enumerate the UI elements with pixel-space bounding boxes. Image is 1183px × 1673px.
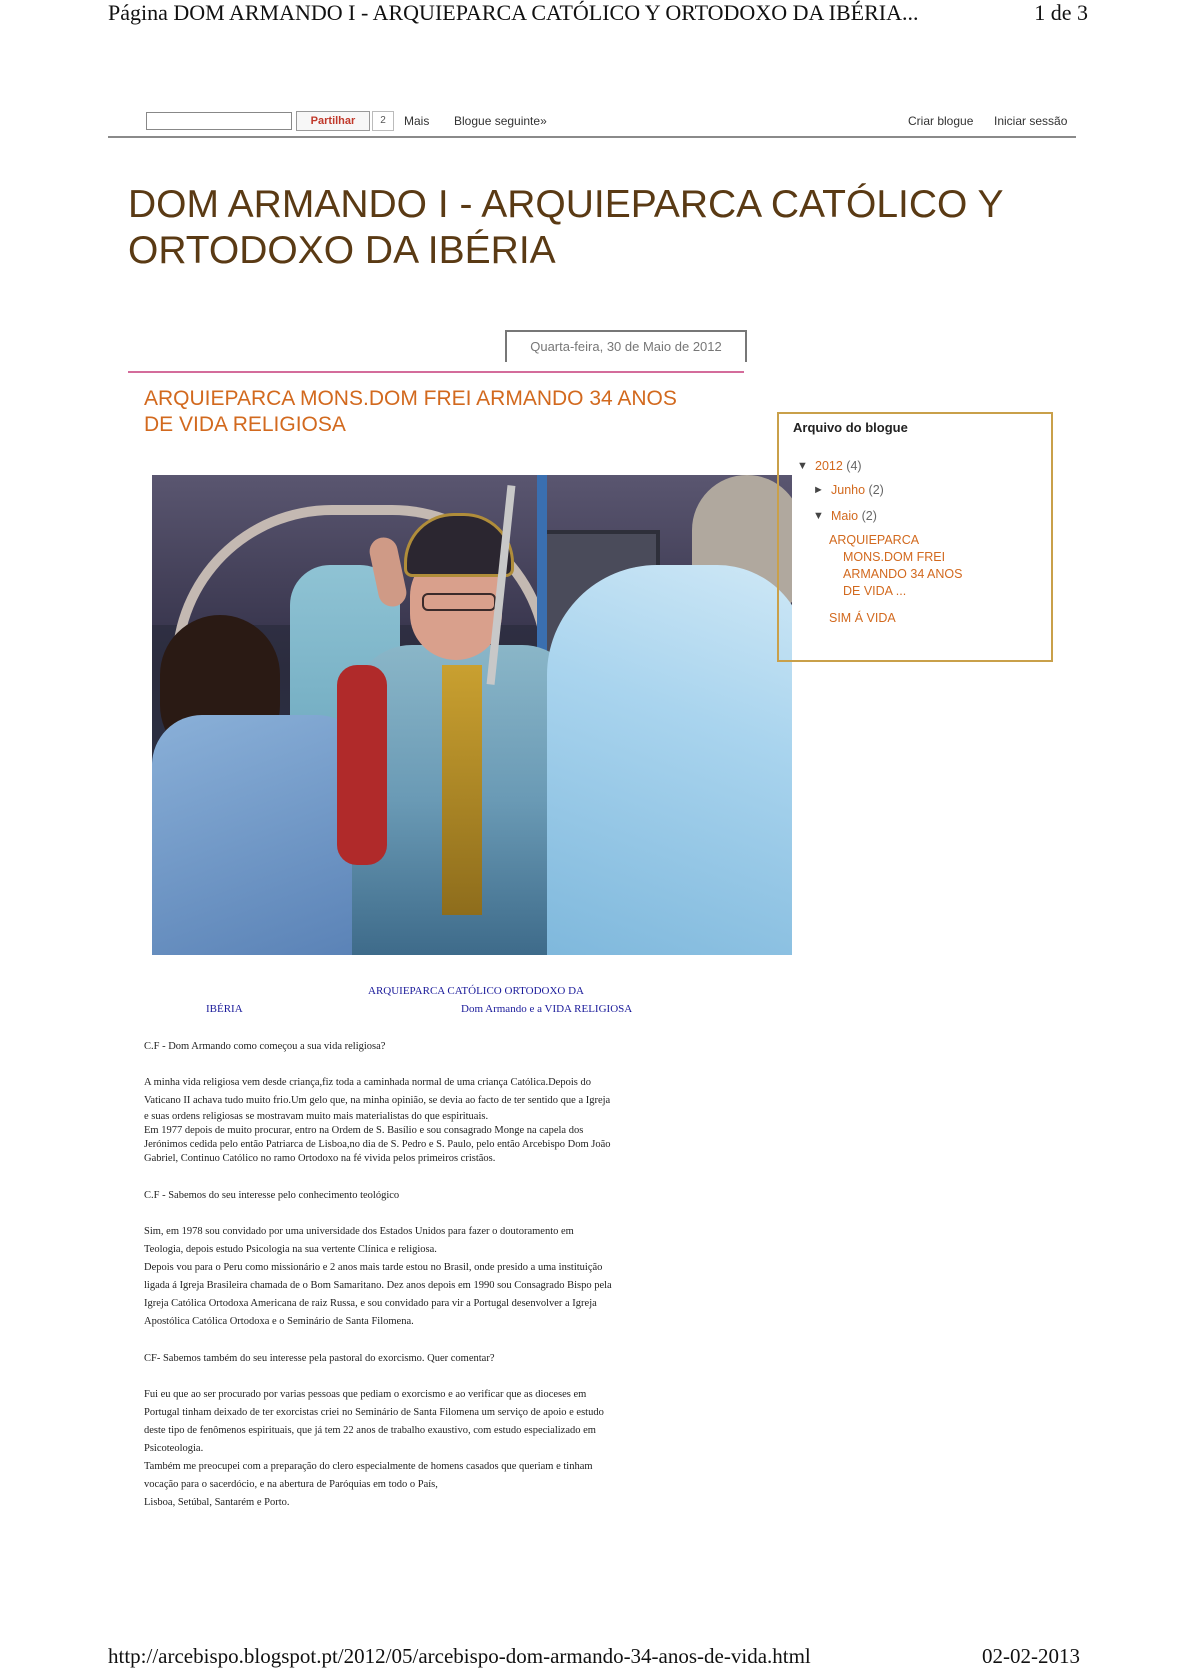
archive-year-2012[interactable] [815, 458, 862, 475]
paragraph: Apostólica Católica Ortodoxa e o Seminário de Santa Filomena. [144, 1316, 414, 1327]
caption-left: IBÉRIA [206, 1003, 243, 1015]
share-button[interactable]: Partilhar [296, 111, 370, 131]
archive-post-line: ARMANDO 34 ANOS [843, 567, 963, 581]
photo-stole [442, 665, 482, 915]
paragraph: Portugal tinham deixado de ter exorcistas criei no Seminário de Santa Filomena um serviço de apoio e estudo [144, 1407, 604, 1418]
post-body-block4 [144, 1223, 734, 1331]
archive-title: Arquivo do blogue [793, 420, 908, 435]
paragraph: Lisboa, Setúbal, Santarém e Porto. [144, 1497, 290, 1508]
paragraph: e suas ordens religiosas se mostravam muito mais materialistas do que espirituais. [144, 1111, 489, 1122]
post-date-header: Quarta-feira, 30 de Maio de 2012 [505, 330, 747, 362]
archive-month-label: Junho [831, 483, 866, 497]
archive-month-count: (2) [861, 509, 877, 523]
login-link[interactable]: Iniciar sessão [994, 114, 1068, 128]
photo-person-robe [547, 565, 792, 955]
paragraph: Gabriel, Continuo Católico no ramo Ortodoxo na fé vivida pelos primeiros cristãos. [144, 1153, 496, 1164]
post-body-block5 [144, 1350, 734, 1368]
post-title-line2: DE VIDA RELIGIOSA [144, 413, 346, 436]
photo-woman [152, 715, 367, 955]
next-blog-link[interactable]: Blogue seguinte» [454, 114, 547, 128]
post-title[interactable] [144, 386, 734, 438]
print-date: 02-02-2013 [982, 1644, 1080, 1668]
paragraph: Igreja Católica Ortodoxa Americana de raiz Russa, e sou convidado para vir a Portugal desenvolver a Igreja [144, 1298, 597, 1309]
archive-month-maio[interactable] [831, 508, 877, 525]
create-blog-link[interactable]: Criar blogue [908, 114, 974, 128]
archive-year-label: 2012 [815, 459, 843, 473]
caption-right: Dom Armando e a VIDA RELIGIOSA [461, 1003, 633, 1015]
caption-top: ARQUIEPARCA CATÓLICO ORTODOXO DA [368, 985, 584, 997]
paragraph: C.F - Dom Armando como começou a sua vida religiosa? [144, 1041, 386, 1052]
post-body-block3 [144, 1187, 734, 1205]
paragraph: CF- Sabemos também do seu interesse pela pastoral do exorcismo. Quer comentar? [144, 1353, 495, 1364]
post-body-block2 [144, 1074, 734, 1166]
paragraph: Sim, em 1978 sou convidado por uma universidade dos Estados Unidos para fazer o doutoramento em [144, 1226, 574, 1237]
paragraph: Fui eu que ao ser procurado por varias pessoas que pediam o exorcismo e ao verificar que as dioceses em [144, 1389, 587, 1400]
photo-red-sleeve-left [337, 665, 387, 865]
paragraph: Psicoteologia. [144, 1443, 204, 1454]
paragraph: vocação para o sacerdócio, e na abertura de Paróquias em todo o País, [144, 1479, 438, 1490]
paragraph: Vaticano II achava tudo muito frio.Um gelo que, na minha opinião, se devia ao facto de ter sentido que a Igreja [144, 1095, 611, 1106]
paragraph: Depois vou para o Peru como missionário e 2 anos mais tarde estou no Brasil, onde presido a uma instituição [144, 1262, 603, 1273]
paragraph: Teologia, depois estudo Psicologia na sua vertente Clínica e religiosa. [144, 1244, 437, 1255]
blogger-navbar [108, 108, 1076, 138]
paragraph: Em 1977 depois de muito procurar, entro na Ordem de S. Basílio e sou consagrado Monge na capela dos [144, 1125, 584, 1136]
date-divider [128, 371, 744, 373]
blog-title-line1: DOM ARMANDO I - ARQUIEPARCA CATÓLICO Y [128, 183, 1004, 226]
print-footer [108, 1644, 1080, 1669]
print-page-number: 1 de 3 [1034, 0, 1088, 25]
photo-image[interactable] [152, 475, 792, 955]
paragraph: Também me preocupei com a preparação do clero especialmente de homens casados que queriam e tinham [144, 1461, 593, 1472]
triangle-down-icon[interactable]: ▼ [813, 510, 824, 522]
post-body-block1 [144, 1038, 734, 1056]
blog-title-line2: ORTODOXO DA IBÉRIA [128, 229, 556, 272]
triangle-down-icon[interactable]: ▼ [797, 460, 808, 472]
archive-post-link-1[interactable] [829, 532, 962, 600]
photo-glasses [422, 593, 496, 611]
post-title-line1: ARQUIEPARCA MONS.DOM FREI ARMANDO 34 ANOS [144, 387, 677, 410]
share-count-badge: 2 [372, 111, 394, 131]
paragraph: Jerónimos cedida pelo então Patriarca de Lisboa,no dia de S. Pedro e S. Paulo, pelo então Arcebispo Dom João [144, 1139, 611, 1150]
archive-post-line: DE VIDA ... [843, 584, 907, 598]
archive-post-line: ARQUIEPARCA [829, 533, 920, 547]
archive-post-link-2[interactable]: SIM Á VIDA [829, 611, 896, 625]
paragraph: C.F - Sabemos do seu interesse pelo conhecimento teológico [144, 1190, 400, 1201]
post-body-block6 [144, 1386, 734, 1512]
archive-month-count: (2) [868, 483, 884, 497]
archive-month-junho[interactable] [831, 482, 884, 499]
blog-title[interactable] [128, 182, 1068, 274]
archive-month-label: Maio [831, 509, 859, 523]
paragraph: A minha vida religiosa vem desde criança,fiz toda a caminhada normal de uma criança Católica.Depois do [144, 1077, 591, 1088]
blog-archive-widget [777, 412, 1053, 662]
archive-year-count: (4) [846, 459, 862, 473]
archive-post-line: MONS.DOM FREI [843, 550, 946, 564]
more-link[interactable]: Mais [404, 114, 430, 128]
print-header [108, 0, 1088, 26]
triangle-right-icon[interactable]: ► [813, 484, 824, 496]
search-input[interactable] [146, 112, 292, 130]
paragraph: deste tipo de fenômenos espirituais, que já tem 22 anos de trabalho exaustivo, com estudo especializado em [144, 1425, 596, 1436]
paragraph: ligada á Igreja Brasileira chamada de o Bom Samaritano. Dez anos depois em 1990 sou Consagrado Bispo pela [144, 1280, 612, 1291]
print-url: http://arcebispo.blogspot.pt/2012/05/arcebispo-dom-armando-34-anos-de-vida.html [108, 1644, 811, 1668]
print-page-title: Página DOM ARMANDO I - ARQUIEPARCA CATÓLICO Y ORTODOXO DA IBÉRIA... [108, 0, 919, 25]
